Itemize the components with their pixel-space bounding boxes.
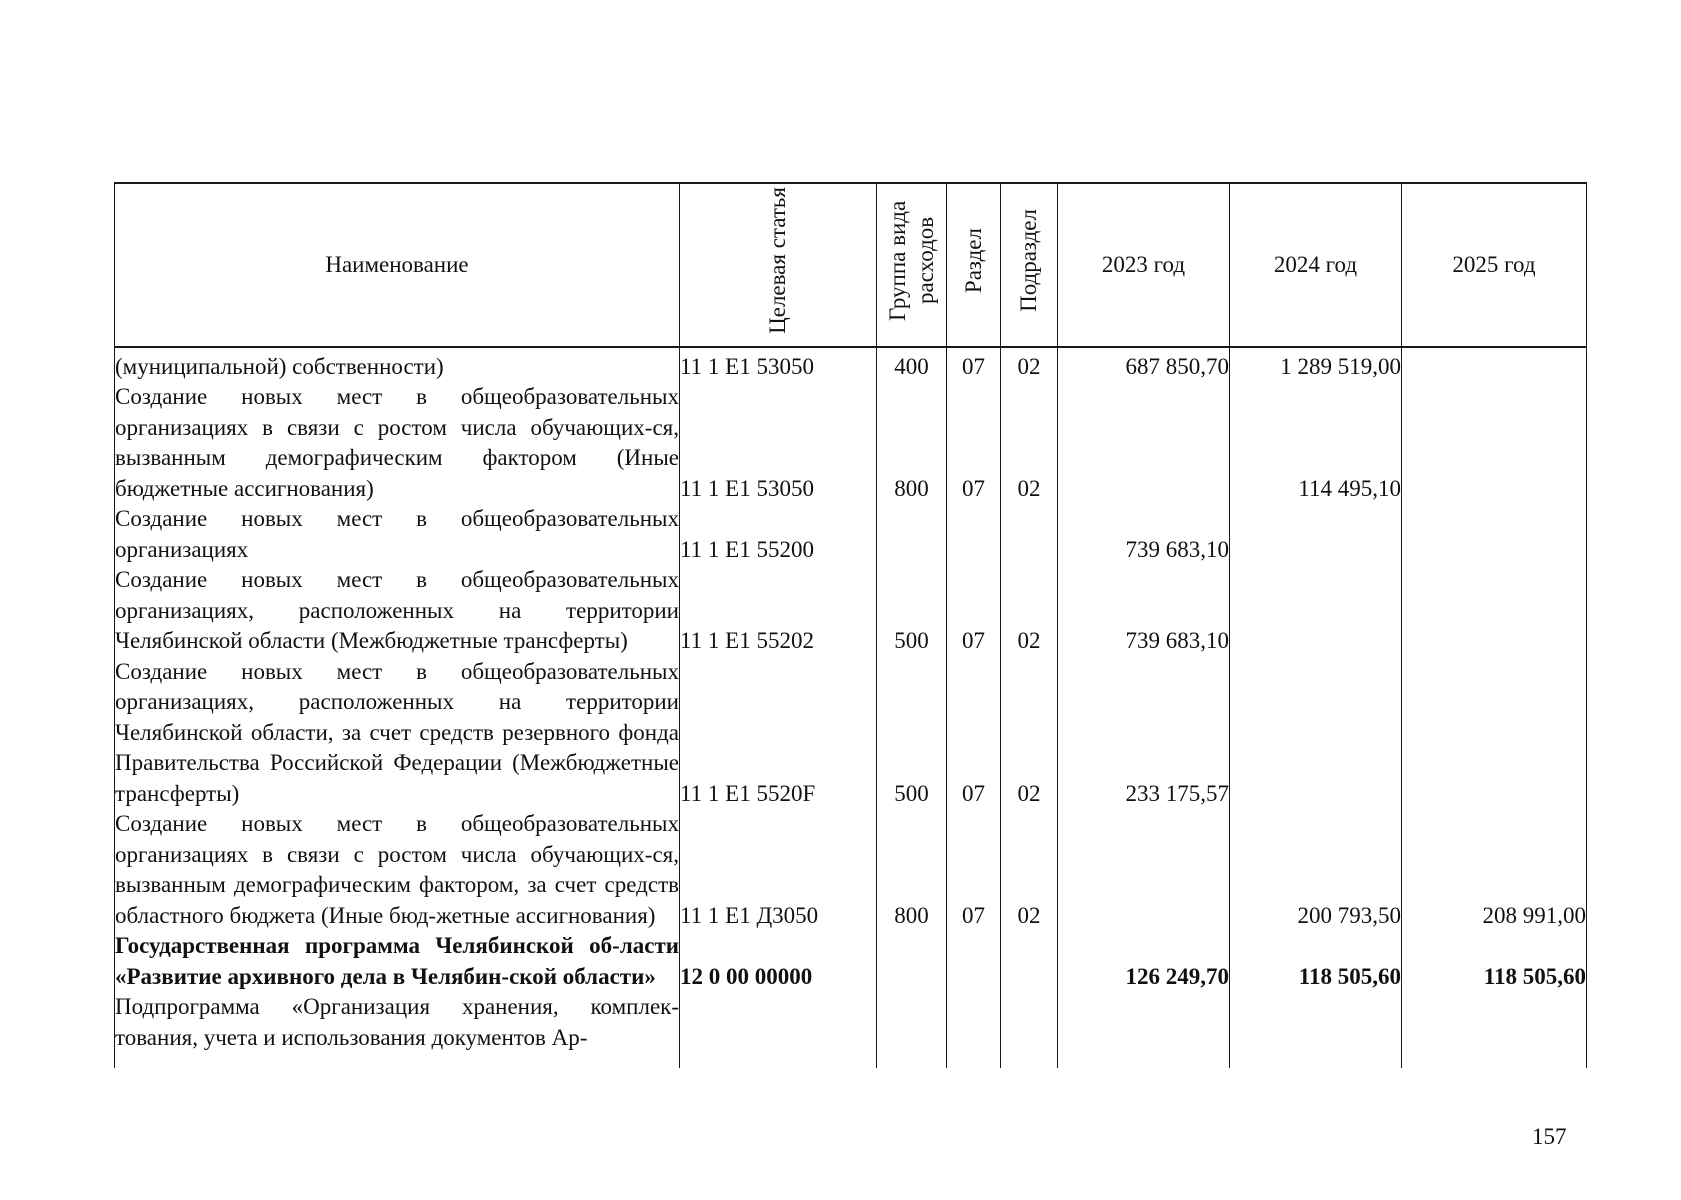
table-row-program	[115, 931, 1587, 992]
row-2023	[1058, 382, 1230, 504]
row-2024	[1230, 504, 1402, 565]
table-row	[115, 809, 1587, 931]
header-target-article	[680, 183, 877, 347]
table-row	[115, 657, 1587, 810]
row-target-article: 11 1 E1 Д3050	[680, 809, 877, 931]
row-expense-group	[877, 992, 947, 1068]
row-2023: 233 175,57	[1058, 657, 1230, 810]
row-2023: 126 249,70	[1058, 931, 1230, 992]
row-2024	[1230, 992, 1402, 1068]
row-2024: 114 495,10	[1230, 382, 1402, 504]
row-2025	[1402, 347, 1587, 383]
budget-table	[114, 182, 1587, 1068]
row-2025	[1402, 992, 1587, 1068]
table-row	[115, 992, 1587, 1068]
row-2024: 118 505,60	[1230, 931, 1402, 992]
row-name: Создание новых мест в общеобразовательных организациях в связи с ростом числа обучающих-ся, вызванным демографическим фактором (Иные бюджетные ассигнования)	[115, 382, 680, 504]
row-2025	[1402, 382, 1587, 504]
row-2023	[1058, 809, 1230, 931]
row-2025	[1402, 565, 1587, 657]
row-section: 07	[947, 657, 1001, 810]
row-section: 07	[947, 809, 1001, 931]
row-2024	[1230, 565, 1402, 657]
row-section	[947, 504, 1001, 565]
row-name: Создание новых мест в общеобразовательных организациях, расположенных на территории Челябинской области (Межбюджетные трансферты)	[115, 565, 680, 657]
row-2025	[1402, 504, 1587, 565]
row-target-article: 11 1 E1 53050	[680, 382, 877, 504]
row-section	[947, 992, 1001, 1068]
row-2024: 1 289 519,00	[1230, 347, 1402, 383]
row-2025: 208 991,00	[1402, 809, 1587, 931]
row-expense-group: 400	[877, 347, 947, 383]
row-target-article: 11 1 E1 55200	[680, 504, 877, 565]
row-name: Подпрограмма «Организация хранения, комплек-тования, учета и использования документов Ар-	[115, 992, 680, 1068]
header-subsection	[1001, 183, 1058, 347]
header-expense-group-text: Группа вида расходов	[884, 200, 938, 321]
row-subsection: 02	[1001, 347, 1058, 383]
header-section-text: Раздел	[960, 227, 986, 294]
header-name: Наименование	[115, 183, 680, 347]
row-2023	[1058, 992, 1230, 1068]
row-name: Государственная программа Челябинской об-ласти «Развитие архивного дела в Челябин-ской области»	[115, 931, 680, 992]
row-expense-group: 800	[877, 382, 947, 504]
table-header-row	[115, 183, 1587, 347]
page-number: 157	[1532, 1124, 1567, 1149]
row-subsection: 02	[1001, 382, 1058, 504]
row-subsection	[1001, 992, 1058, 1068]
row-expense-group: 500	[877, 565, 947, 657]
row-2025: 118 505,60	[1402, 931, 1587, 992]
header-2024: 2024 год	[1230, 183, 1402, 347]
row-section: 07	[947, 347, 1001, 383]
row-expense-group	[877, 931, 947, 992]
row-expense-group: 800	[877, 809, 947, 931]
row-name: Создание новых мест в общеобразовательных организациях	[115, 504, 680, 565]
row-section	[947, 931, 1001, 992]
row-subsection	[1001, 931, 1058, 992]
row-subsection: 02	[1001, 657, 1058, 810]
row-section: 07	[947, 382, 1001, 504]
row-name: (муниципальной) собственности)	[115, 347, 680, 383]
row-2025	[1402, 657, 1587, 810]
row-2023: 739 683,10	[1058, 504, 1230, 565]
row-expense-group	[877, 504, 947, 565]
header-expense-group	[877, 183, 947, 347]
row-target-article: 12 0 00 00000	[680, 931, 877, 992]
table-row	[115, 382, 1587, 504]
table-row	[115, 504, 1587, 565]
row-target-article	[680, 992, 877, 1068]
row-2023: 739 683,10	[1058, 565, 1230, 657]
row-2024	[1230, 657, 1402, 810]
row-subsection: 02	[1001, 565, 1058, 657]
row-target-article: 11 1 E1 53050	[680, 347, 877, 383]
row-subsection	[1001, 504, 1058, 565]
row-2023: 687 850,70	[1058, 347, 1230, 383]
row-target-article: 11 1 E1 5520F	[680, 657, 877, 810]
table-row	[115, 565, 1587, 657]
header-2023: 2023 год	[1058, 183, 1230, 347]
row-target-article: 11 1 E1 55202	[680, 565, 877, 657]
row-2024: 200 793,50	[1230, 809, 1402, 931]
row-section: 07	[947, 565, 1001, 657]
row-name: Создание новых мест в общеобразовательных организациях в связи с ростом числа обучающих-ся, вызванным демографическим фактором, за счет средств областного бюджета (Иные бюд-жетные ассигнования)	[115, 809, 680, 931]
row-name: Создание новых мест в общеобразовательных организациях, расположенных на территории Челябинской области, за счет средств резервного фонда Правительства Российской Федерации (Межбюджетные трансферты)	[115, 657, 680, 810]
header-subsection-text: Подраздел	[1016, 209, 1041, 312]
row-subsection: 02	[1001, 809, 1058, 931]
table-row	[115, 347, 1587, 383]
header-target-article-text: Целевая статья	[765, 187, 790, 334]
row-expense-group: 500	[877, 657, 947, 810]
header-2025: 2025 год	[1402, 183, 1587, 347]
header-section	[947, 183, 1001, 347]
